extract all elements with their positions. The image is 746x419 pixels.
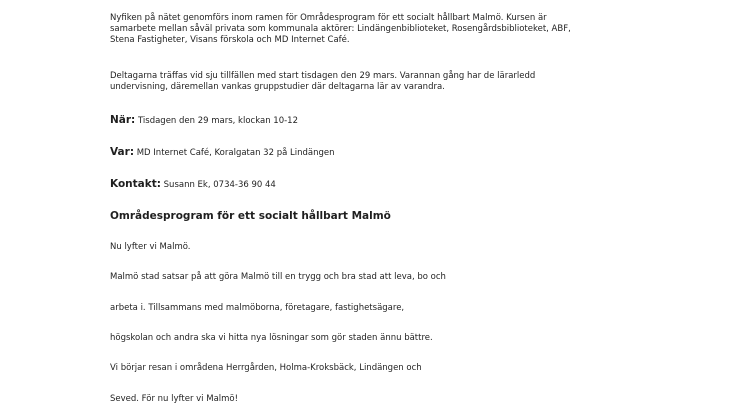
where-value: MD Internet Café, Koralgatan 32 på Lindängen	[136, 148, 335, 158]
when-label: När:	[110, 114, 136, 126]
intro-line: Stena Fastigheter, Visans förskola och MD Internet Café.	[110, 35, 350, 45]
contact-label: Kontakt:	[110, 178, 161, 190]
contact-value: Susann Ek, 0734-36 90 44	[163, 180, 276, 190]
section-paragraph: arbeta i. Tillsammans med malmöborna, företagare, fastighetsägare,	[110, 303, 405, 313]
schedule-line: Deltagarna träffas vid sju tillfällen med start tisdagen den 29 mars. Varannan gång har de lärarledd	[110, 71, 536, 81]
section-paragraph: Seved. För nu lyfter vi Malmö!	[110, 394, 239, 404]
intro-line: Nyfiken på nätet genomförs inom ramen för Områdesprogram för ett socialt hållbart Malmö. Kursen är	[110, 13, 547, 23]
when-field	[110, 114, 298, 127]
section-heading: Områdesprogram för ett socialt hållbart Malmö	[110, 210, 391, 222]
contact-field	[110, 178, 276, 191]
section-paragraph: Vi börjar resan i områdena Herrgården, Holma-Kroksbäck, Lindängen och	[110, 363, 422, 373]
where-label: Var:	[110, 146, 135, 158]
section-paragraph: Nu lyfter vi Malmö.	[110, 242, 191, 252]
schedule-line: undervisning, däremellan vankas gruppstudier där deltagarna lär av varandra.	[110, 82, 445, 92]
schedule-paragraph	[110, 71, 670, 93]
intro-paragraph	[110, 13, 670, 46]
section-paragraph: högskolan och andra ska vi hitta nya lösningar som gör staden ännu bättre.	[110, 333, 433, 343]
section-paragraph: Malmö stad satsar på att göra Malmö till en trygg och bra stad att leva, bo och	[110, 272, 446, 282]
intro-line: samarbete mellan såväl privata som kommunala aktörer: Lindängenbiblioteket, Rosengårdsbiblioteket, ABF,	[110, 24, 571, 34]
where-field	[110, 146, 335, 159]
when-value: Tisdagen den 29 mars, klockan 10-12	[137, 116, 298, 126]
